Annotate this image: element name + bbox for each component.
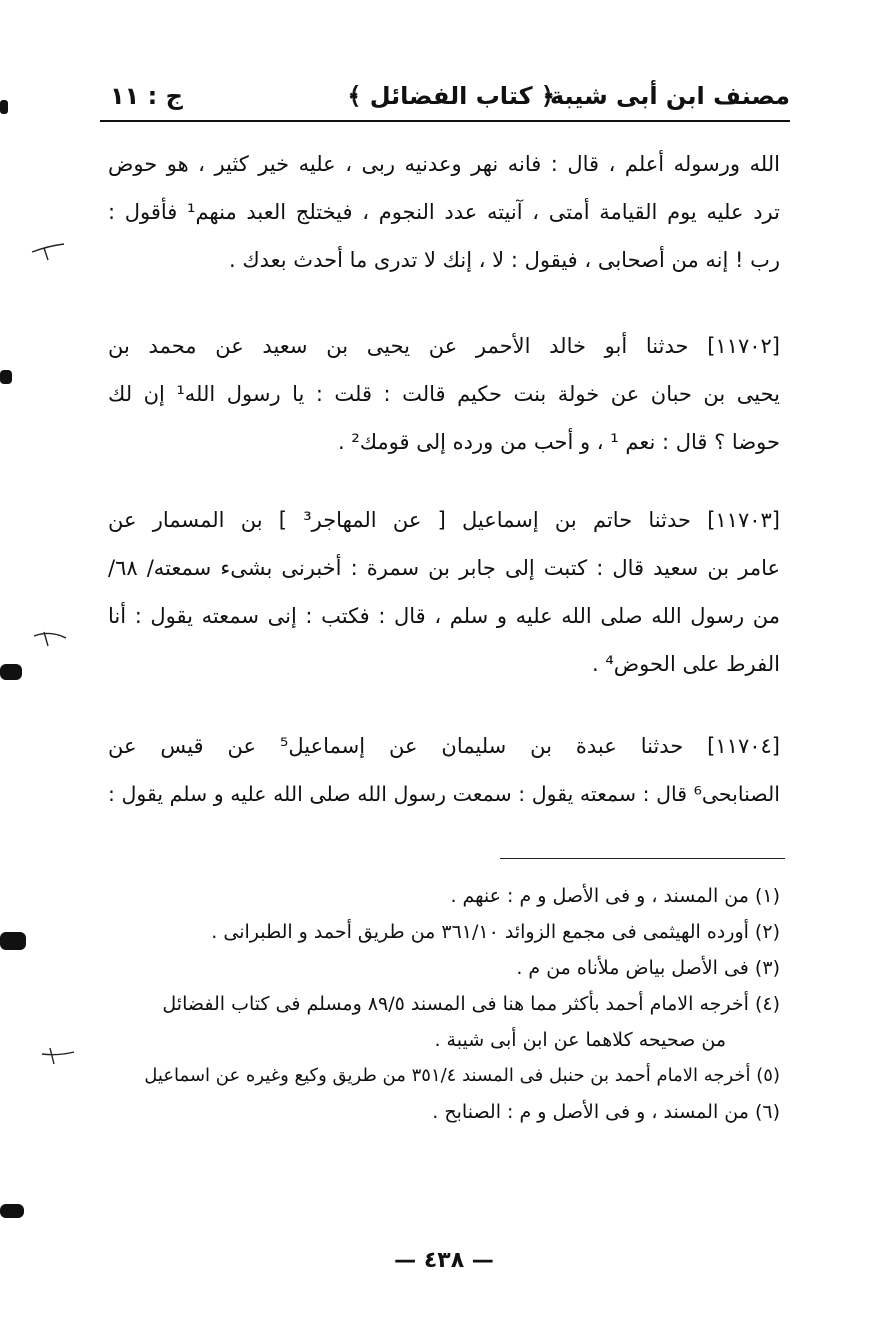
running-header [100,78,790,118]
hadith-11703 [108,496,780,688]
text-line: يحيى بن حبان عن خولة بنت حكيم قالت : قلت : يا رسول الله¹ إن لك [108,382,780,406]
footnote-separator [500,858,785,859]
footnote: (٥) أخرجه الامام أحمد بن حنبل فى المسند ٣٥١/٤ من طريق وكيع وغيره عن اسماعيل [144,1065,780,1086]
hadith-11704 [108,722,780,818]
text-line: [١١٧٠٤] حدثنا عبدة بن سليمان عن إسماعيل⁵ عن قيس عن [108,734,780,758]
footnote: (٤) أخرجه الامام أحمد بأكثر مما هنا فى المسند ٨٩/٥ ومسلم فى كتاب الفضائل [162,993,780,1015]
text-line: ترد عليه يوم القيامة أمتى ، آنيته عدد النجوم ، فيختلج العبد منهم¹ فأقول : [108,200,780,224]
scan-mark [0,370,12,384]
margin-tick-mark [40,1046,76,1066]
footnote: (١) من المسند ، و فى الأصل و م : عنهم . [450,885,780,907]
page-number: — ٤٣٨ — [394,1248,494,1273]
scan-mark [0,100,8,114]
footnote-continuation: من صحيحه كلاهما عن ابن أبى شيبة . [434,1029,726,1051]
text-line: عامر بن سعيد قال : كتبت إلى جابر بن سمرة : أخبرنى بشىء سمعته/ ٦٨/ [108,556,780,580]
paragraph [108,140,780,284]
margin-tick-mark [32,628,68,648]
hadith-11702 [108,322,780,466]
footnotes [100,878,780,1130]
scan-mark [0,664,22,680]
chapter-title: ﴿ كتاب الفضائل ﴾ [347,82,555,110]
book-title: مصنف ابن أبى شيبة [549,82,790,110]
volume-label: ج : ١١ [110,82,183,110]
scan-mark [0,932,26,950]
text-line: من رسول الله صلى الله عليه و سلم ، قال : فكتب : إنى سمعته يقول : أنا [108,604,780,628]
text-line: الصنابحى⁶ قال : سمعته يقول : سمعت رسول الله صلى الله عليه و سلم يقول : [108,782,780,806]
footnote: (٣) فى الأصل بياض ملأناه من م . [516,957,780,979]
text-line: الله ورسوله أعلم ، قال : فانه نهر وعدنيه ربى ، عليه خير كثير ، هو حوض [108,152,780,176]
footnote: (٢) أورده الهيثمى فى مجمع الزوائد ٣٦١/١٠ من طريق أحمد و الطبرانى . [211,921,780,943]
text-line: [١١٧٠٢] حدثنا أبو خالد الأحمر عن يحيى بن سعيد عن محمد بن [108,334,780,358]
header-rule [100,120,790,122]
text-line: [١١٧٠٣] حدثنا حاتم بن إسماعيل [ عن المهاجر³ ] بن المسمار عن [108,508,780,532]
footnote: (٦) من المسند ، و فى الأصل و م : الصنابح . [432,1101,780,1123]
text-line: حوضا ؟ قال : نعم ¹ ، و أحب من ورده إلى قومك² . [337,430,780,454]
text-line: الفرط على الحوض⁴ . [591,652,780,676]
scan-mark [0,1204,24,1218]
text-line: رب ! إنه من أصحابى ، فيقول : لا ، إنك لا تدرى ما أحدث بعدك . [228,248,780,272]
margin-tick-mark [30,242,66,262]
